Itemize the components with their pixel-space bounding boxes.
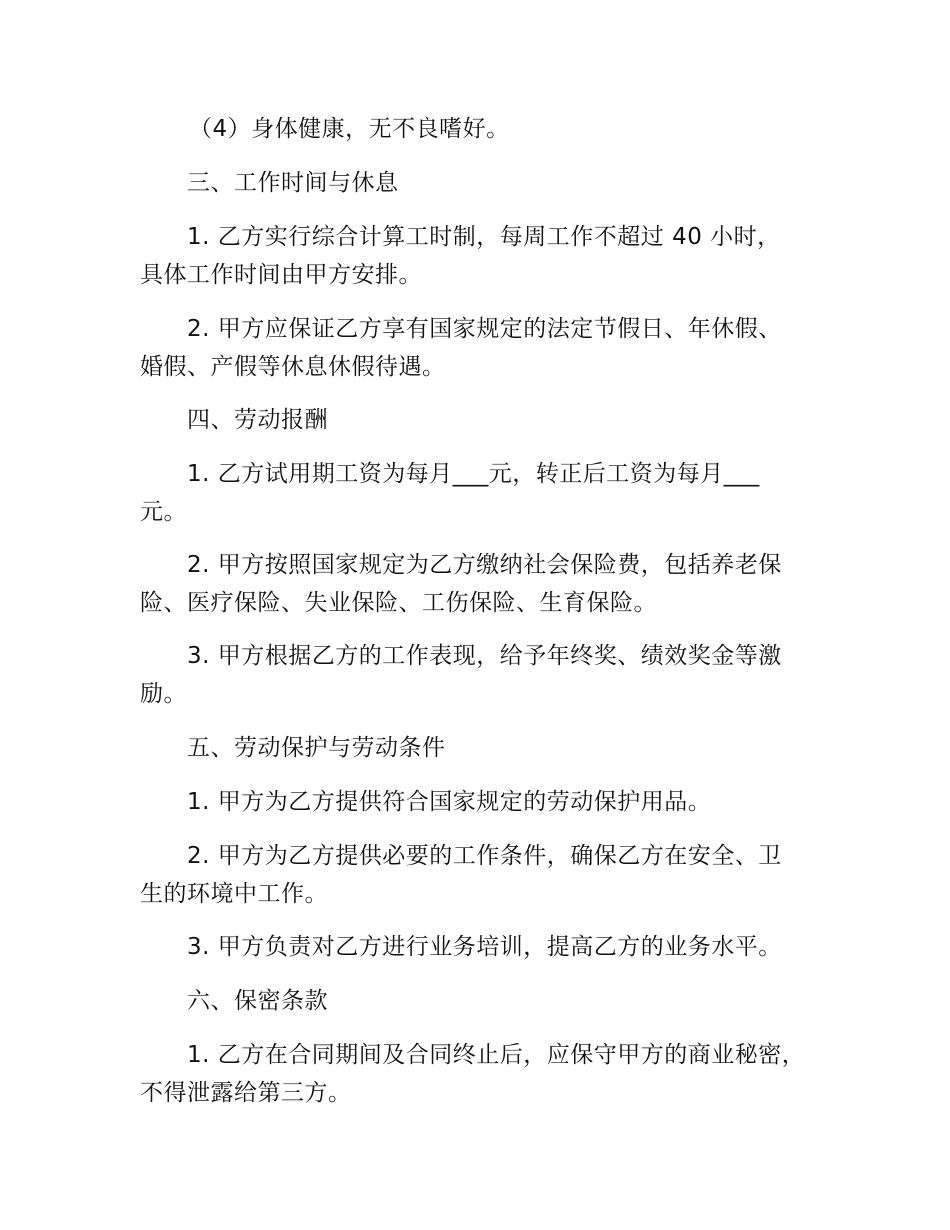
text-line: （4）身体健康，无不良嗜好。: [189, 116, 510, 142]
paragraph-holidays: [140, 310, 820, 386]
paragraph-social-insurance: [140, 546, 820, 622]
text-line: 1. 乙方在合同期间及合同终止后，应保守甲方的商业秘密，: [187, 1042, 806, 1068]
paragraph-working-conditions: [140, 837, 820, 913]
text-line: 3. 甲方负责对乙方进行业务培训，提高乙方的业务水平。: [187, 934, 782, 960]
text-line: 励。: [140, 681, 187, 707]
text-line: 生的环境中工作。: [140, 881, 328, 907]
section-title: 六、保密条款: [187, 988, 328, 1014]
paragraph-trade-secrets: [140, 1036, 820, 1112]
text-line: 元。: [140, 499, 187, 525]
text-line: 2. 甲方应保证乙方享有国家规定的法定节假日、年休假、: [187, 316, 782, 342]
section-heading-work-hours: [140, 164, 820, 202]
text-line: 1. 甲方为乙方提供符合国家规定的劳动保护用品。: [187, 789, 712, 815]
section-title: 四、劳动报酬: [187, 407, 328, 433]
text-line: 具体工作时间由甲方安排。: [140, 262, 422, 288]
paragraph-bonus: [140, 637, 820, 713]
section-title: 三、工作时间与休息: [187, 170, 399, 196]
paragraph-training: [140, 928, 820, 966]
text-line: 3. 甲方根据乙方的工作表现，给予年终奖、绩效奖金等激: [187, 643, 782, 669]
section-title: 五、劳动保护与劳动条件: [187, 735, 446, 761]
paragraph-salary: [140, 455, 820, 531]
paragraph-work-hours-system: [140, 218, 820, 294]
text-line: 险、医疗保险、失业保险、工伤保险、生育保险。: [140, 590, 657, 616]
section-heading-confidentiality: [140, 982, 820, 1020]
section-heading-remuneration: [140, 401, 820, 439]
text-line: 1. 乙方试用期工资为每月___元，转正后工资为每月___: [187, 461, 760, 487]
text-line: 1. 乙方实行综合计算工时制，每周工作不超过 40 小时，: [187, 224, 781, 250]
text-line: 2. 甲方为乙方提供必要的工作条件，确保乙方在安全、卫: [187, 843, 782, 869]
paragraph-health-requirement: [140, 110, 820, 148]
section-heading-labor-protection: [140, 729, 820, 767]
text-line: 2. 甲方按照国家规定为乙方缴纳社会保险费，包括养老保: [187, 552, 782, 578]
text-line: 婚假、产假等休息休假待遇。: [140, 354, 446, 380]
paragraph-protective-equipment: [140, 783, 820, 821]
text-line: 不得泄露给第三方。: [140, 1080, 352, 1106]
